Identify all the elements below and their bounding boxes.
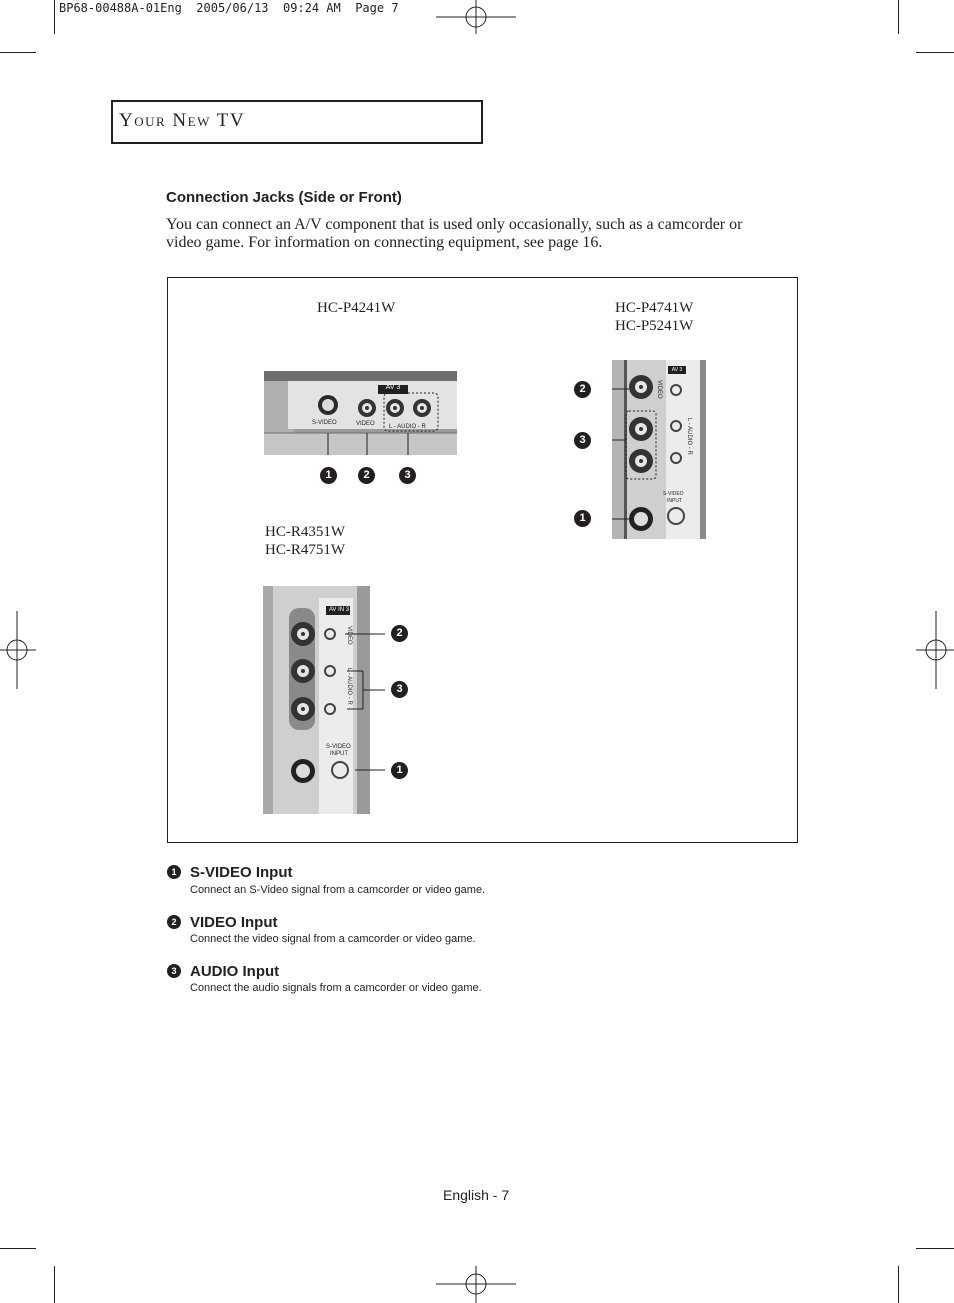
model-label-c2: HC-R4751W: [265, 542, 345, 558]
panel-c-avin3: AV IN 3: [328, 607, 350, 613]
callout-1-panel-b: 1: [574, 510, 591, 527]
panel-a-svideo-label: S-VIDEO: [312, 420, 337, 426]
panel-b-audio-label: L - AUDIO - R: [686, 418, 692, 455]
callout-3-panel-a: 3: [399, 467, 416, 484]
callout-3-panel-b: 3: [574, 432, 591, 449]
panel-b-video-label: VIDEO: [656, 380, 662, 399]
page-number: English - 7: [443, 1187, 510, 1203]
jack-panel-horizontal: [264, 371, 457, 455]
intro-paragraph: You can connect an A/V component that is used only occasionally, such as a camcorder or video game. For information on connecting equipment, see page 16.: [166, 216, 743, 251]
model-label-a: HC-P4241W: [317, 300, 396, 316]
panel-a-video-label: VIDEO: [356, 421, 375, 427]
panel-b-av3: AV 3: [671, 367, 683, 373]
panel-b-svideo-label-2: INPUT: [667, 498, 682, 504]
panel-a-av3: AV 3: [385, 384, 401, 391]
list-item-title: AUDIO Input: [190, 963, 280, 980]
panel-c-svideo-label-2: INPUT: [330, 751, 348, 757]
list-item-number: 2: [167, 915, 181, 929]
panel-c-audio-label: L - AUDIO - R: [346, 668, 352, 705]
panel-c-svideo-label-1: S-VIDEO: [326, 744, 351, 750]
list-item-title: VIDEO Input: [190, 914, 278, 931]
list-item-desc: Connect an S-Video signal from a camcorder or video game.: [190, 884, 486, 896]
model-label-b2: HC-P5241W: [615, 318, 694, 334]
list-item-desc: Connect the video signal from a camcorder or video game.: [190, 933, 476, 945]
model-label-b1: HC-P4741W: [615, 300, 694, 316]
callout-2-panel-a: 2: [358, 467, 375, 484]
section-title: Your New TV: [119, 110, 246, 131]
callout-1-panel-c: 1: [391, 762, 408, 779]
list-item-number: 1: [167, 865, 181, 879]
list-item-number: 3: [167, 964, 181, 978]
list-item-desc: Connect the audio signals from a camcorder or video game.: [190, 982, 482, 994]
list-item-title: S-VIDEO Input: [190, 864, 293, 881]
panel-c-video-label: VIDEO: [346, 626, 352, 645]
callout-2-panel-b: 2: [574, 381, 591, 398]
callout-3-panel-c: 3: [391, 681, 408, 698]
callout-2-panel-c: 2: [391, 625, 408, 642]
page-heading: Connection Jacks (Side or Front): [166, 189, 402, 206]
callout-1-panel-a: 1: [320, 467, 337, 484]
panel-b-svideo-label-1: S-VIDEO: [663, 491, 684, 497]
model-label-c1: HC-R4351W: [265, 524, 345, 540]
panel-a-audio-label: L - AUDIO - R: [389, 424, 426, 430]
print-header: BP68-00488A-01Eng 2005/06/13 09:24 AM Page 7: [59, 1, 399, 15]
